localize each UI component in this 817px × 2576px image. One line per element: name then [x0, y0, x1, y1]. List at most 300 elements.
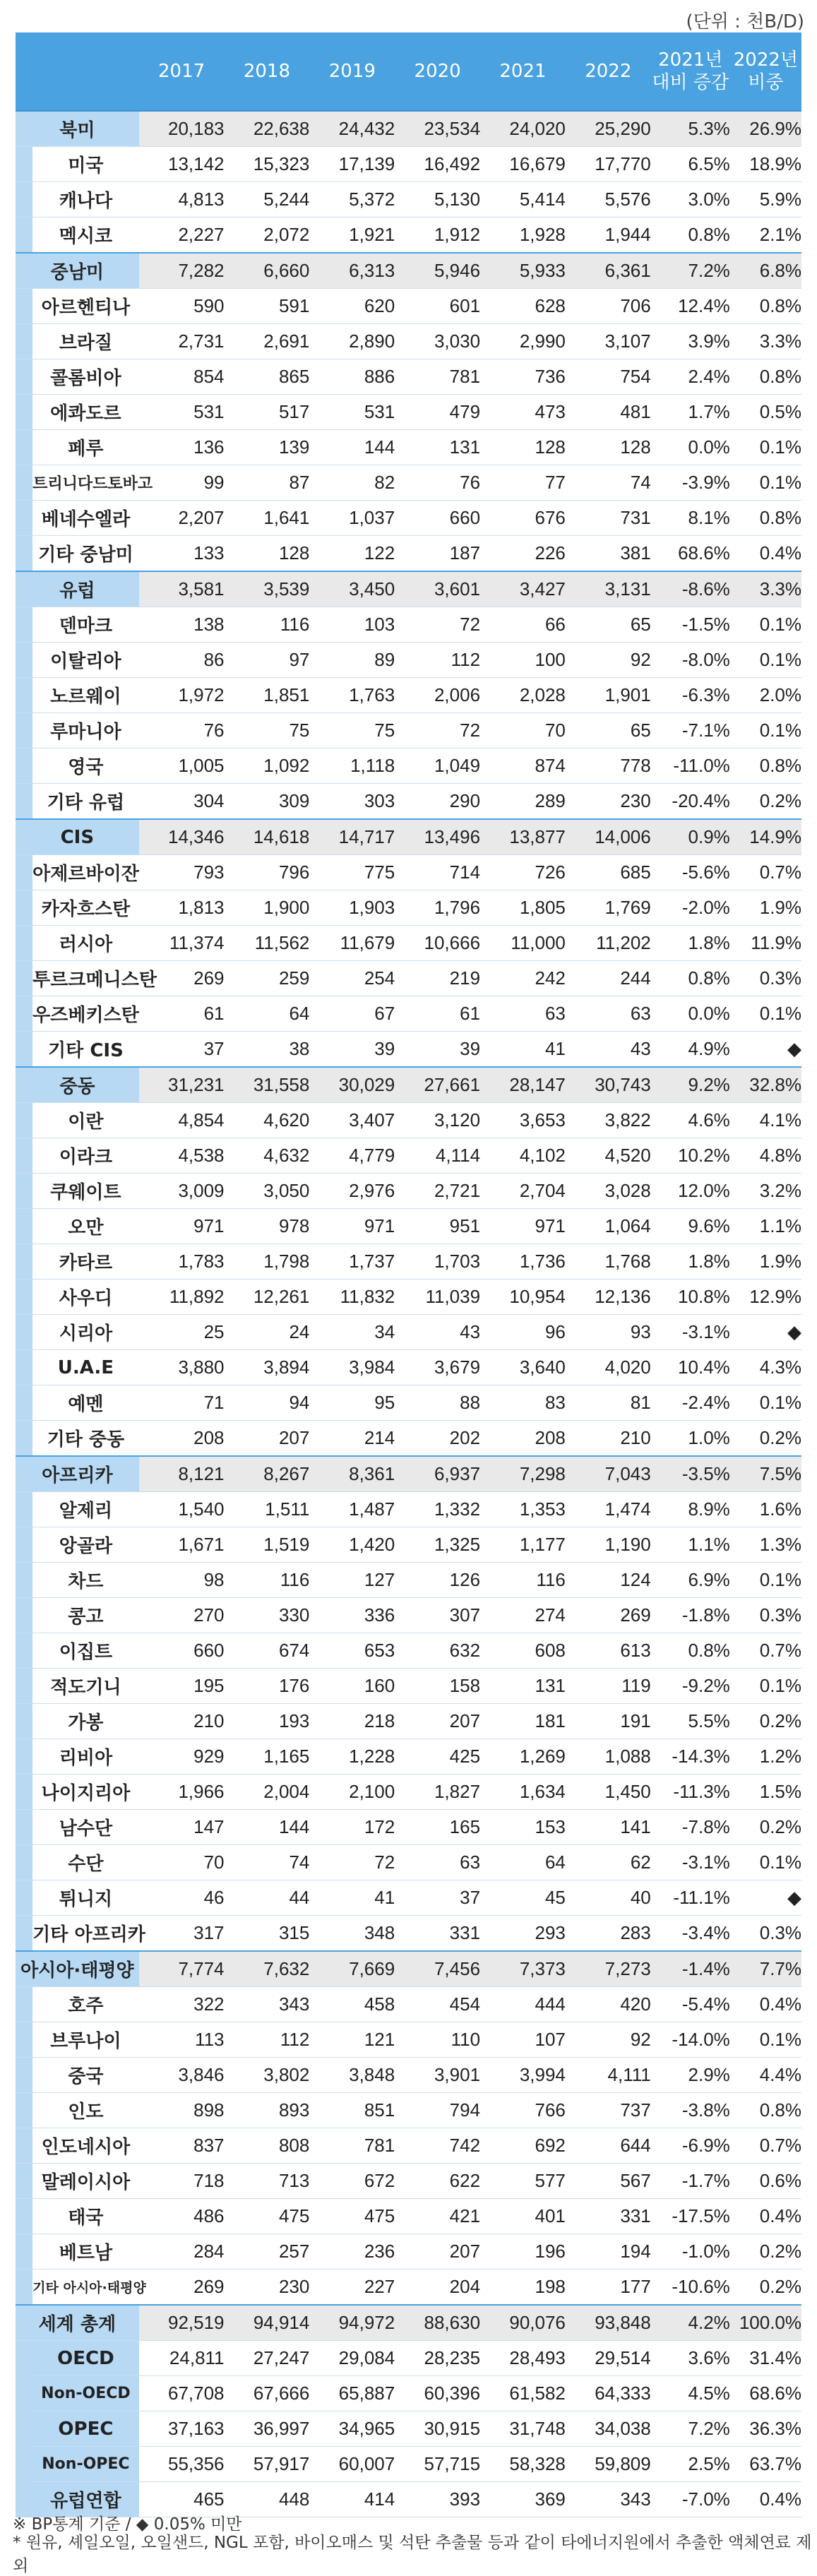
country-row: [16, 996, 801, 1032]
value-cell: 131: [480, 1669, 566, 1704]
value-cell: 13,877: [480, 819, 566, 855]
value-cell: 309: [225, 784, 310, 820]
value-cell: 58,328: [480, 2447, 566, 2482]
country-name: 인도네시아: [32, 2128, 139, 2164]
country-name: 노르웨이: [32, 678, 139, 713]
value-cell: 591: [225, 289, 310, 324]
column-header: [225, 32, 310, 111]
country-name: 기타 CIS: [32, 1032, 139, 1068]
value-cell: 331: [395, 1916, 480, 1952]
country-row: [16, 1103, 801, 1138]
value-cell: 3,050: [225, 1174, 310, 1209]
country-name: 에콰도르: [32, 395, 139, 430]
value-cell: -11.3%: [651, 1775, 730, 1810]
country-row: [16, 182, 801, 217]
row-gutter: [16, 2164, 32, 2199]
value-cell: 3.0%: [651, 182, 730, 217]
country-name: 가봉: [32, 1704, 139, 1739]
value-cell: 3,984: [309, 1350, 395, 1385]
row-gutter: [16, 1174, 32, 1209]
value-cell: 1,118: [309, 749, 395, 784]
country-name: 알제리: [32, 1492, 139, 1527]
value-cell: 64: [480, 1845, 566, 1880]
value-cell: 348: [309, 1916, 395, 1952]
country-row: [16, 1987, 801, 2022]
value-cell: 103: [309, 607, 395, 643]
value-cell: 7.2%: [651, 2411, 730, 2447]
country-row: [16, 1739, 801, 1775]
value-cell: 24,432: [309, 111, 395, 147]
row-gutter: [16, 2199, 32, 2234]
value-cell: 196: [480, 2234, 566, 2270]
value-cell: 227: [309, 2270, 395, 2306]
value-cell: 718: [139, 2164, 225, 2199]
value-cell: 28,493: [480, 2341, 566, 2376]
value-cell: 25,290: [566, 111, 651, 147]
value-cell: 660: [139, 1633, 225, 1669]
value-cell: 3,009: [139, 1174, 225, 1209]
value-cell: 75: [225, 713, 310, 749]
value-cell: -7.1%: [651, 713, 730, 749]
value-cell: 5,576: [566, 182, 651, 217]
value-cell: 0.8%: [651, 1633, 730, 1669]
value-cell: 107: [480, 2022, 566, 2058]
value-cell: 4,620: [225, 1103, 310, 1138]
row-gutter: [16, 2376, 32, 2411]
value-cell: 0.4%: [730, 1987, 801, 2022]
column-header-line: 2020: [414, 61, 461, 82]
value-cell: 951: [395, 1209, 480, 1244]
country-name: 아르헨티나: [32, 289, 139, 324]
value-cell: -17.5%: [651, 2199, 730, 2234]
row-gutter: [16, 713, 32, 749]
value-cell: 632: [395, 1633, 480, 1669]
value-cell: 57,917: [225, 2447, 310, 2482]
country-name: 카자흐스탄: [32, 890, 139, 926]
value-cell: 11,892: [139, 1280, 225, 1315]
row-gutter: [16, 2341, 32, 2376]
country-row: [16, 1209, 801, 1244]
row-gutter: [16, 1704, 32, 1739]
value-cell: 24: [225, 1315, 310, 1350]
value-cell: -3.9%: [651, 465, 730, 501]
row-gutter: [16, 1987, 32, 2022]
value-cell: 971: [309, 1209, 395, 1244]
row-gutter: [16, 2411, 32, 2447]
value-cell: 0.4%: [730, 536, 801, 572]
value-cell: 4,854: [139, 1103, 225, 1138]
country-name: U.A.E: [32, 1350, 139, 1385]
row-gutter: [16, 1739, 32, 1775]
column-header-line: 2017: [158, 61, 205, 82]
row-gutter: [16, 465, 32, 501]
value-cell: -20.4%: [651, 784, 730, 820]
value-cell: 127: [309, 1563, 395, 1598]
value-cell: 89: [309, 643, 395, 678]
country-name: 나이지리아: [32, 1775, 139, 1810]
value-cell: 577: [480, 2164, 566, 2199]
value-cell: 82: [309, 465, 395, 501]
value-cell: 0.0%: [651, 430, 730, 465]
value-cell: 620: [309, 289, 395, 324]
value-cell: 27,247: [225, 2341, 310, 2376]
value-cell: 1,903: [309, 890, 395, 926]
region-name: 아프리카: [16, 1456, 139, 1492]
value-cell: 30,743: [566, 1067, 651, 1103]
value-cell: 479: [395, 395, 480, 430]
country-name: 이탈리아: [32, 643, 139, 678]
country-name: 우즈베키스탄: [32, 996, 139, 1032]
value-cell: 1,353: [480, 1492, 566, 1527]
column-header-line: 비중: [748, 72, 784, 93]
row-gutter: [16, 430, 32, 465]
value-cell: 59,809: [566, 2447, 651, 2482]
value-cell: 62: [566, 1845, 651, 1880]
value-cell: 3,120: [395, 1103, 480, 1138]
value-cell: 5,414: [480, 182, 566, 217]
value-cell: 1.6%: [730, 1492, 801, 1527]
value-cell: 2,004: [225, 1775, 310, 1810]
value-cell: 685: [566, 855, 651, 890]
value-cell: 116: [480, 1563, 566, 1598]
country-row: [16, 1775, 801, 1810]
column-header: [139, 32, 225, 111]
value-cell: 2,028: [480, 678, 566, 713]
country-row: [16, 1527, 801, 1563]
value-cell: 1.8%: [651, 926, 730, 961]
value-cell: 1.3%: [730, 1527, 801, 1563]
value-cell: 8,267: [225, 1456, 310, 1492]
value-cell: 7,373: [480, 1951, 566, 1987]
value-cell: 210: [139, 1704, 225, 1739]
value-cell: -3.8%: [651, 2093, 730, 2128]
row-gutter: [16, 749, 32, 784]
value-cell: 676: [480, 501, 566, 536]
value-cell: 116: [225, 1563, 310, 1598]
value-cell: 622: [395, 2164, 480, 2199]
row-gutter: [16, 643, 32, 678]
value-cell: 230: [225, 2270, 310, 2306]
country-row: [16, 855, 801, 890]
value-cell: -2.0%: [651, 890, 730, 926]
value-cell: 3,539: [225, 571, 310, 607]
value-cell: 283: [566, 1916, 651, 1952]
country-name: 브라질: [32, 324, 139, 359]
country-name: 아제르바이잔: [32, 855, 139, 890]
row-gutter: [16, 1845, 32, 1880]
value-cell: 0.2%: [730, 784, 801, 820]
value-cell: 2,890: [309, 324, 395, 359]
value-cell: 67: [309, 996, 395, 1032]
value-cell: 5.3%: [651, 111, 730, 147]
value-cell: 1,769: [566, 890, 651, 926]
value-cell: 4.8%: [730, 1138, 801, 1174]
value-cell: 481: [566, 395, 651, 430]
value-cell: 290: [395, 784, 480, 820]
value-cell: 112: [225, 2022, 310, 2058]
value-cell: 24,020: [480, 111, 566, 147]
value-cell: 139: [225, 430, 310, 465]
value-cell: 0.1%: [730, 643, 801, 678]
country-name: 베네수엘라: [32, 501, 139, 536]
value-cell: 31,748: [480, 2411, 566, 2447]
value-cell: 138: [139, 607, 225, 643]
value-cell: 3.6%: [651, 2341, 730, 2376]
value-cell: 92: [566, 2022, 651, 2058]
column-header: [651, 32, 730, 111]
value-cell: 2,990: [480, 324, 566, 359]
value-cell: 207: [225, 1421, 310, 1457]
value-cell: 775: [309, 855, 395, 890]
value-cell: 181: [480, 1704, 566, 1739]
value-cell: 40: [566, 1880, 651, 1916]
country-row: [16, 395, 801, 430]
value-cell: 57,715: [395, 2447, 480, 2482]
value-cell: 77: [480, 465, 566, 501]
value-cell: 193: [225, 1704, 310, 1739]
value-cell: 317: [139, 1916, 225, 1952]
country-row: [16, 1492, 801, 1527]
value-cell: -3.4%: [651, 1916, 730, 1952]
value-cell: 304: [139, 784, 225, 820]
country-row: [16, 465, 801, 501]
country-name: 남수단: [32, 1810, 139, 1845]
value-cell: 6,313: [309, 253, 395, 289]
value-cell: 886: [309, 359, 395, 395]
country-row: [16, 1563, 801, 1598]
value-cell: 1,900: [225, 890, 310, 926]
value-cell: 9.6%: [651, 1209, 730, 1244]
row-gutter: [16, 1350, 32, 1385]
value-cell: 113: [139, 2022, 225, 2058]
column-header-line: 대비 증감: [652, 72, 729, 93]
value-cell: 63: [566, 996, 651, 1032]
country-row: [16, 1244, 801, 1280]
value-cell: 110: [395, 2022, 480, 2058]
value-cell: 4.6%: [651, 1103, 730, 1138]
value-cell: 7,298: [480, 1456, 566, 1492]
country-row: [16, 1633, 801, 1669]
value-cell: 0.0%: [651, 996, 730, 1032]
row-gutter: [16, 1138, 32, 1174]
country-row: [16, 1032, 801, 1068]
value-cell: -14.0%: [651, 2022, 730, 2058]
value-cell: 3,450: [309, 571, 395, 607]
value-cell: 269: [566, 1598, 651, 1633]
value-cell: 153: [480, 1810, 566, 1845]
country-name: 기타 중남미: [32, 536, 139, 572]
value-cell: 336: [309, 1598, 395, 1633]
value-cell: 0.2%: [730, 2234, 801, 2270]
value-cell: 65,887: [309, 2376, 395, 2411]
value-cell: 119: [566, 1669, 651, 1704]
value-cell: 1,487: [309, 1492, 395, 1527]
oil-production-table: [16, 32, 801, 2517]
row-gutter: [16, 147, 32, 182]
country-row: [16, 536, 801, 572]
value-cell: 60,007: [309, 2447, 395, 2482]
value-cell: 0.2%: [730, 1421, 801, 1457]
value-cell: 75: [309, 713, 395, 749]
value-cell: 3,581: [139, 571, 225, 607]
value-cell: 5.9%: [730, 182, 801, 217]
value-cell: 24,811: [139, 2341, 225, 2376]
country-name: 예멘: [32, 1385, 139, 1421]
value-cell: 793: [139, 855, 225, 890]
country-name: 투르크메니스탄: [32, 961, 139, 996]
value-cell: 244: [566, 961, 651, 996]
country-name: 쿠웨이트: [32, 1174, 139, 1209]
region-name: 세계 총계: [16, 2305, 139, 2341]
value-cell: 1,474: [566, 1492, 651, 1527]
row-gutter: [16, 2270, 32, 2306]
value-cell: 1.2%: [730, 1739, 801, 1775]
value-cell: 613: [566, 1633, 651, 1669]
value-cell: 194: [566, 2234, 651, 2270]
value-cell: 60,396: [395, 2376, 480, 2411]
value-cell: 269: [139, 961, 225, 996]
country-row: [16, 1845, 801, 1880]
value-cell: 531: [309, 395, 395, 430]
value-cell: -14.3%: [651, 1739, 730, 1775]
value-cell: -2.4%: [651, 1385, 730, 1421]
value-cell: 12,261: [225, 1280, 310, 1315]
value-cell: 31,231: [139, 1067, 225, 1103]
value-cell: 0.1%: [730, 607, 801, 643]
value-cell: 4,111: [566, 2058, 651, 2093]
value-cell: 3,880: [139, 1350, 225, 1385]
value-cell: -1.7%: [651, 2164, 730, 2199]
value-cell: 517: [225, 395, 310, 430]
value-cell: 303: [309, 784, 395, 820]
value-cell: 92: [566, 643, 651, 678]
value-cell: 87: [225, 465, 310, 501]
value-cell: 12.0%: [651, 1174, 730, 1209]
value-cell: 26.9%: [730, 111, 801, 147]
value-cell: 15,323: [225, 147, 310, 182]
value-cell: 5,130: [395, 182, 480, 217]
value-cell: 1.1%: [730, 1209, 801, 1244]
value-cell: 55,356: [139, 2447, 225, 2482]
value-cell: 1,332: [395, 1492, 480, 1527]
value-cell: 122: [309, 536, 395, 572]
country-name: 호주: [32, 1987, 139, 2022]
value-cell: 70: [139, 1845, 225, 1880]
country-row: [16, 1669, 801, 1704]
value-cell: 131: [395, 430, 480, 465]
row-gutter: [16, 1280, 32, 1315]
value-cell: 0.8%: [651, 961, 730, 996]
value-cell: 8.1%: [651, 501, 730, 536]
country-name: 콩고: [32, 1598, 139, 1633]
value-cell: 0.4%: [730, 2199, 801, 2234]
value-cell: 38: [225, 1032, 310, 1068]
value-cell: 14,006: [566, 819, 651, 855]
value-cell: 3,901: [395, 2058, 480, 2093]
value-cell: 13,142: [139, 147, 225, 182]
value-cell: 1,325: [395, 1527, 480, 1563]
value-cell: 1,798: [225, 1244, 310, 1280]
value-cell: 3,640: [480, 1350, 566, 1385]
value-cell: 1,228: [309, 1739, 395, 1775]
row-gutter: [16, 1810, 32, 1845]
value-cell: 17,139: [309, 147, 395, 182]
value-cell: 3,822: [566, 1103, 651, 1138]
column-header-line: 2021: [499, 61, 547, 82]
row-gutter: [16, 1315, 32, 1350]
country-row: [16, 359, 801, 395]
region-row: [16, 1951, 801, 1987]
country-row: [16, 961, 801, 996]
country-name: 이라크: [32, 1138, 139, 1174]
value-cell: 63.7%: [730, 2447, 801, 2482]
country-name: 말레이시아: [32, 2164, 139, 2199]
value-cell: 67,708: [139, 2376, 225, 2411]
footnote-2: * 원유, 셰일오일, 오일샌드, NGL 포함, 바이오매스 및 석탄 추출물 등과 같이 타에너지원에서 추출한 액체연료 제외: [13, 2534, 812, 2575]
row-gutter: [16, 1492, 32, 1527]
value-cell: 3,894: [225, 1350, 310, 1385]
value-cell: 4.1%: [730, 1103, 801, 1138]
value-cell: 66: [480, 607, 566, 643]
value-cell: 1,783: [139, 1244, 225, 1280]
value-cell: -11.1%: [651, 1880, 730, 1916]
value-cell: 1,641: [225, 501, 310, 536]
value-cell: 88: [395, 1385, 480, 1421]
value-cell: 7,043: [566, 1456, 651, 1492]
country-name: 유럽연합: [32, 2482, 139, 2517]
value-cell: ◆: [730, 1032, 801, 1068]
value-cell: 37: [395, 1880, 480, 1916]
row-gutter: [16, 395, 32, 430]
value-cell: 121: [309, 2022, 395, 2058]
value-cell: 3,131: [566, 571, 651, 607]
value-cell: 458: [309, 1987, 395, 2022]
value-cell: 5,946: [395, 253, 480, 289]
value-cell: 3.2%: [730, 1174, 801, 1209]
value-cell: 3,028: [566, 1174, 651, 1209]
value-cell: 1,966: [139, 1775, 225, 1810]
value-cell: 420: [566, 1987, 651, 2022]
value-cell: 176: [225, 1669, 310, 1704]
row-gutter: [16, 2022, 32, 2058]
value-cell: 444: [480, 1987, 566, 2022]
value-cell: 971: [139, 1209, 225, 1244]
value-cell: 1.9%: [730, 890, 801, 926]
value-cell: 1,005: [139, 749, 225, 784]
country-name: Non-OECD: [32, 2376, 139, 2411]
value-cell: 421: [395, 2199, 480, 2234]
country-row: [16, 217, 801, 254]
country-row: [16, 289, 801, 324]
row-gutter: [16, 217, 32, 254]
value-cell: 1,634: [480, 1775, 566, 1810]
value-cell: 531: [139, 395, 225, 430]
value-cell: 207: [395, 2234, 480, 2270]
row-gutter: [16, 2128, 32, 2164]
value-cell: 766: [480, 2093, 566, 2128]
value-cell: 794: [395, 2093, 480, 2128]
row-gutter: [16, 324, 32, 359]
value-cell: 207: [395, 1704, 480, 1739]
value-cell: 31,558: [225, 1067, 310, 1103]
country-row: [16, 2164, 801, 2199]
value-cell: -5.4%: [651, 1987, 730, 2022]
value-cell: 236: [309, 2234, 395, 2270]
country-row: [16, 890, 801, 926]
value-cell: 5,244: [225, 182, 310, 217]
row-gutter: [16, 996, 32, 1032]
value-cell: 93: [566, 1315, 651, 1350]
